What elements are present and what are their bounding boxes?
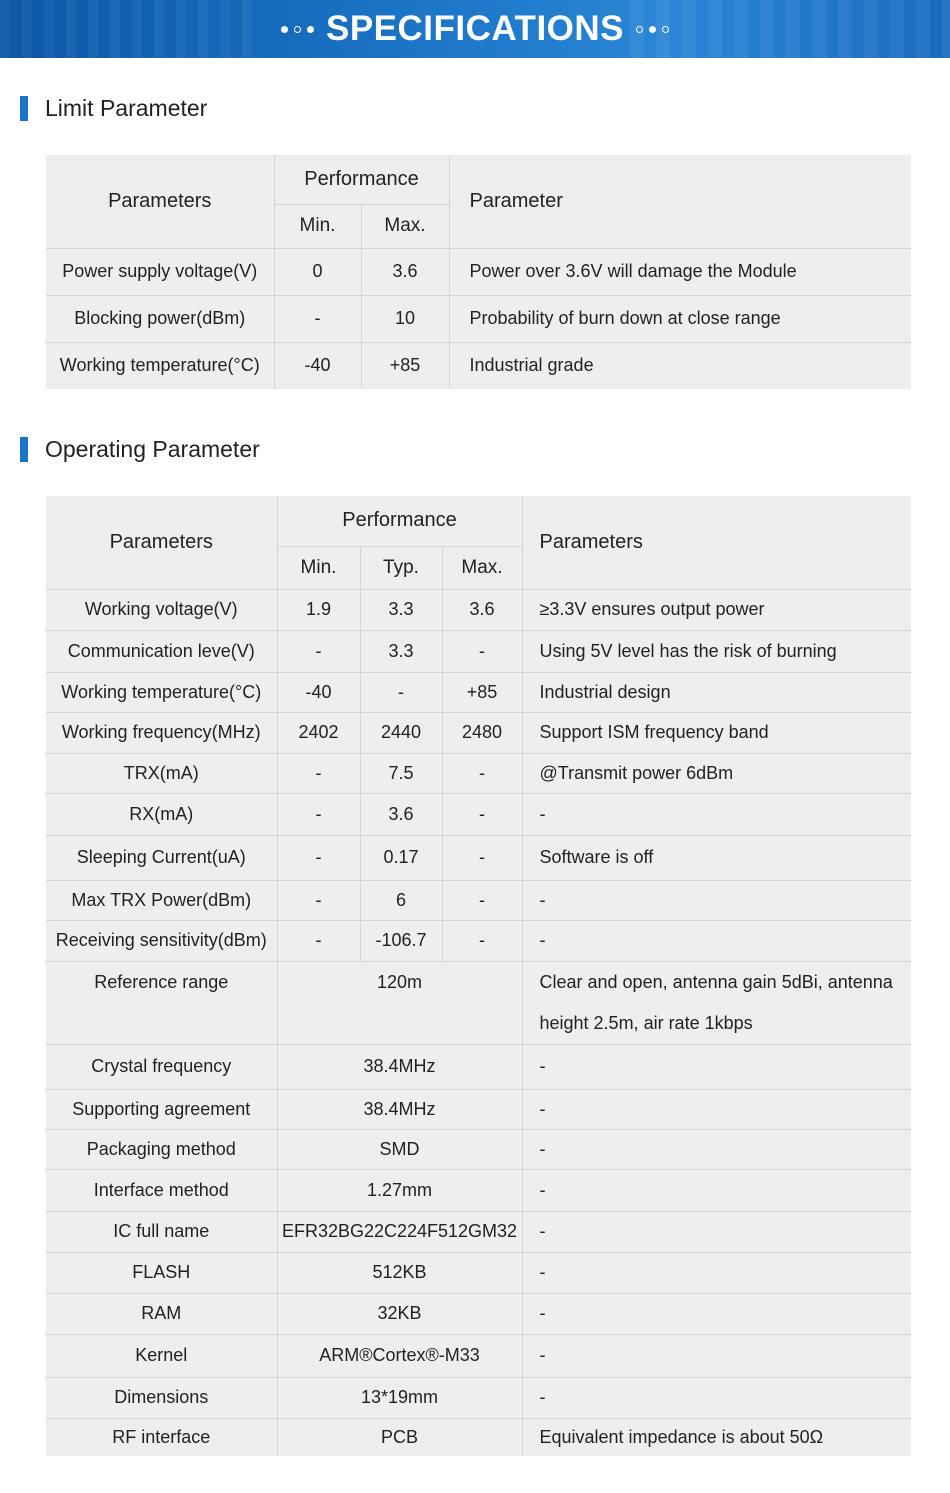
param-max: - bbox=[442, 753, 522, 793]
param-name: Crystal frequency bbox=[46, 1044, 277, 1089]
operating-parameter-table bbox=[46, 496, 911, 1456]
param-max: 3.6 bbox=[361, 248, 449, 295]
table-row bbox=[46, 1129, 911, 1169]
param-note: - bbox=[522, 1044, 911, 1089]
table-row bbox=[46, 1418, 911, 1456]
dot-icon bbox=[294, 26, 301, 33]
param-note: - bbox=[522, 1252, 911, 1293]
table-row bbox=[46, 589, 911, 630]
table-row bbox=[46, 248, 911, 295]
banner-title: SPECIFICATIONS bbox=[325, 9, 625, 48]
param-note: - bbox=[522, 920, 911, 961]
param-name: Working temperature(°C) bbox=[46, 342, 274, 389]
dot-icon bbox=[636, 26, 643, 33]
param-typ: -106.7 bbox=[360, 920, 442, 961]
param-note: Power over 3.6V will damage the Module bbox=[449, 248, 911, 295]
param-typ: 3.3 bbox=[360, 630, 442, 672]
param-note: Industrial grade bbox=[449, 342, 911, 389]
param-note: Support ISM frequency band bbox=[522, 712, 911, 753]
param-name: RAM bbox=[46, 1293, 277, 1334]
param-value: 1.27mm bbox=[277, 1169, 522, 1211]
param-name: TRX(mA) bbox=[46, 753, 277, 793]
banner-dots-left bbox=[281, 26, 314, 33]
param-max: - bbox=[442, 920, 522, 961]
param-name: RX(mA) bbox=[46, 793, 277, 835]
param-max: - bbox=[442, 835, 522, 880]
header-performance: Performance bbox=[277, 496, 522, 546]
param-value: 38.4MHz bbox=[277, 1089, 522, 1129]
param-max: - bbox=[442, 630, 522, 672]
table-row bbox=[46, 1377, 911, 1418]
param-name: FLASH bbox=[46, 1252, 277, 1293]
param-note: - bbox=[522, 1169, 911, 1211]
param-name: Sleeping Current(uA) bbox=[46, 835, 277, 880]
table-row bbox=[46, 1044, 911, 1089]
table-row bbox=[46, 920, 911, 961]
operating-section-heading bbox=[20, 436, 260, 463]
param-name: Packaging method bbox=[46, 1129, 277, 1169]
note-line: height 2.5m, air rate 1kbps bbox=[539, 1012, 753, 1033]
param-note: - bbox=[522, 1211, 911, 1252]
header-max: Max. bbox=[442, 546, 522, 589]
table-row bbox=[46, 1252, 911, 1293]
operating-section-title: Operating Parameter bbox=[45, 436, 260, 462]
param-name: RF interface bbox=[46, 1418, 277, 1456]
banner-dots-right bbox=[636, 26, 669, 33]
param-name: Supporting agreement bbox=[46, 1089, 277, 1129]
dot-icon bbox=[281, 26, 288, 33]
param-note: Industrial design bbox=[522, 672, 911, 712]
param-min: - bbox=[274, 295, 361, 342]
param-name: Reference range bbox=[46, 961, 277, 1044]
param-max: +85 bbox=[361, 342, 449, 389]
note-line: Clear and open, antenna gain 5dBi, antenna bbox=[539, 971, 893, 992]
param-min: - bbox=[277, 920, 360, 961]
param-value: EFR32BG22C224F512GM32 bbox=[277, 1211, 522, 1252]
param-name: Communication leve(V) bbox=[46, 630, 277, 672]
param-name: Power supply voltage(V) bbox=[46, 248, 274, 295]
table-row-reference bbox=[46, 961, 911, 1044]
param-max: +85 bbox=[442, 672, 522, 712]
param-typ: 6 bbox=[360, 880, 442, 920]
table-row bbox=[46, 793, 911, 835]
param-min: - bbox=[277, 880, 360, 920]
param-note: - bbox=[522, 880, 911, 920]
table-row bbox=[46, 880, 911, 920]
param-typ: 7.5 bbox=[360, 753, 442, 793]
table-row bbox=[46, 1334, 911, 1377]
param-note: @Transmit power 6dBm bbox=[522, 753, 911, 793]
param-value: 38.4MHz bbox=[277, 1044, 522, 1089]
param-name: Dimensions bbox=[46, 1377, 277, 1418]
param-name: Working voltage(V) bbox=[46, 589, 277, 630]
specifications-banner bbox=[0, 0, 950, 58]
param-typ: 0.17 bbox=[360, 835, 442, 880]
param-min: - bbox=[277, 793, 360, 835]
param-value: PCB bbox=[277, 1418, 522, 1456]
header-parameters: Parameters bbox=[46, 155, 274, 248]
param-name: IC full name bbox=[46, 1211, 277, 1252]
limit-section-title: Limit Parameter bbox=[45, 95, 208, 121]
param-name: Max TRX Power(dBm) bbox=[46, 880, 277, 920]
param-note: - bbox=[522, 1089, 911, 1129]
table-row bbox=[46, 1211, 911, 1252]
table-row bbox=[46, 1089, 911, 1129]
param-note: Probability of burn down at close range bbox=[449, 295, 911, 342]
param-min: -40 bbox=[274, 342, 361, 389]
param-note: - bbox=[522, 1377, 911, 1418]
param-note: Software is off bbox=[522, 835, 911, 880]
param-value: 13*19mm bbox=[277, 1377, 522, 1418]
table-row bbox=[46, 630, 911, 672]
param-min: -40 bbox=[277, 672, 360, 712]
param-min: - bbox=[277, 753, 360, 793]
limit-parameter-table bbox=[46, 155, 911, 389]
table-row bbox=[46, 835, 911, 880]
param-note: - bbox=[522, 1129, 911, 1169]
table-row bbox=[46, 1169, 911, 1211]
param-max: 3.6 bbox=[442, 589, 522, 630]
param-min: 1.9 bbox=[277, 589, 360, 630]
header-parameters: Parameters bbox=[46, 496, 277, 589]
param-name: Interface method bbox=[46, 1169, 277, 1211]
param-typ: 2440 bbox=[360, 712, 442, 753]
param-typ: 3.3 bbox=[360, 589, 442, 630]
header-notes: Parameters bbox=[539, 530, 643, 553]
param-max: - bbox=[442, 793, 522, 835]
section-marker bbox=[20, 437, 28, 462]
param-value: 32KB bbox=[277, 1293, 522, 1334]
header-performance: Performance bbox=[274, 155, 449, 204]
param-name: Working frequency(MHz) bbox=[46, 712, 277, 753]
table-row bbox=[46, 712, 911, 753]
param-value: 120m bbox=[277, 961, 522, 1044]
param-min: 2402 bbox=[277, 712, 360, 753]
param-name: Working temperature(°C) bbox=[46, 672, 277, 712]
table-row bbox=[46, 342, 911, 389]
param-typ: 3.6 bbox=[360, 793, 442, 835]
param-note: - bbox=[522, 1293, 911, 1334]
table-row bbox=[46, 1293, 911, 1334]
param-note: ≥3.3V ensures output power bbox=[522, 589, 911, 630]
param-note: - bbox=[522, 793, 911, 835]
dot-icon bbox=[649, 26, 656, 33]
param-name: Kernel bbox=[46, 1334, 277, 1377]
header-typ: Typ. bbox=[360, 546, 442, 589]
section-marker bbox=[20, 96, 28, 121]
param-note: Equivalent impedance is about 50Ω bbox=[522, 1418, 911, 1456]
param-min: 0 bbox=[274, 248, 361, 295]
param-value: ARM®Cortex®-M33 bbox=[277, 1334, 522, 1377]
param-value: 512KB bbox=[277, 1252, 522, 1293]
header-min: Min. bbox=[274, 204, 361, 248]
dot-icon bbox=[307, 26, 314, 33]
limit-section-heading bbox=[20, 95, 207, 122]
param-typ: - bbox=[360, 672, 442, 712]
table-row bbox=[46, 295, 911, 342]
param-max: 2480 bbox=[442, 712, 522, 753]
table-row bbox=[46, 672, 911, 712]
param-max: 10 bbox=[361, 295, 449, 342]
header-min: Min. bbox=[277, 546, 360, 589]
param-name: Receiving sensitivity(dBm) bbox=[46, 920, 277, 961]
param-note bbox=[522, 961, 911, 1044]
table-row bbox=[46, 753, 911, 793]
param-min: - bbox=[277, 630, 360, 672]
header-max: Max. bbox=[361, 204, 449, 248]
param-note: - bbox=[522, 1334, 911, 1377]
param-max: - bbox=[442, 880, 522, 920]
param-note: Using 5V level has the risk of burning bbox=[522, 630, 911, 672]
param-name: Blocking power(dBm) bbox=[46, 295, 274, 342]
header-parameter: Parameter bbox=[469, 189, 563, 212]
param-value: SMD bbox=[277, 1129, 522, 1169]
param-min: - bbox=[277, 835, 360, 880]
dot-icon bbox=[662, 26, 669, 33]
